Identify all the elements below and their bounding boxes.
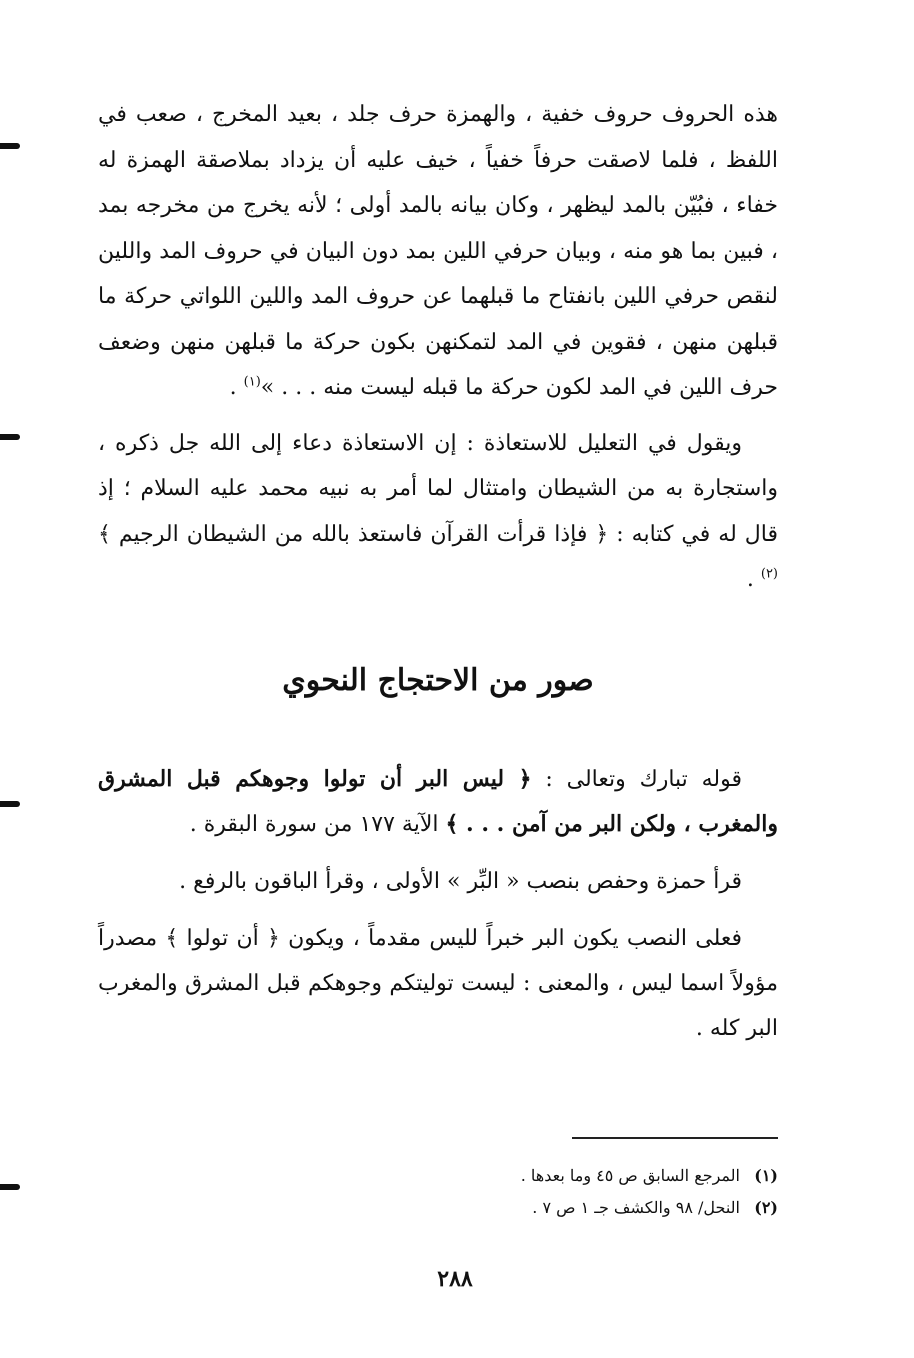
page-body [98, 92, 778, 1051]
paragraph-2-end: . [746, 567, 761, 592]
section-2 [98, 757, 778, 1051]
footnote-ref-2: (٢) [760, 566, 778, 582]
paragraph-1-end: . [229, 375, 244, 400]
paragraph-2 [98, 421, 778, 603]
footnote-text: المرجع السابق ص ٤٥ وما بعدها . [520, 1166, 740, 1185]
edge-mark [0, 434, 20, 440]
footnote-text: النحل/ ٩٨ والكشف جـ ١ ص ٧ . [532, 1198, 740, 1217]
section-heading: صور من الاحتجاج النحوي [282, 662, 594, 698]
edge-mark [0, 143, 20, 149]
explanation-text-end: مصدراً مؤولاً اسما ليس ، والمعنى : ليست توليتكم وجوهكم قبل المشرق والمغرب البر كله . [98, 925, 778, 1041]
quran-quote: ﴿ أن تولوا ﴾ [165, 925, 280, 951]
explanation-text: فعلى النصب يكون البر خبراً لليس مقدماً ، ويكون [279, 925, 743, 951]
reading-paragraph: قرأ حمزة وحفص بنصب « البِّر » الأولى ، وقرأ الباقون بالرفع . [179, 868, 742, 894]
paragraph-1-text: هذه الحروف حروف خفية ، والهمزة حرف جلد ، بعيد المخرج ، صعب في اللفظ ، فلما لاصقت حرفاً خفياً ، خيف عليه أن يزداد بملاصقة الهمزة له خفاء ، فبُيّن بالمد ليظهر ، وكان بيانه بالمد أولى ؛ لأنه يخرج من مخرجه بمد ، فبين بما هو منه ، وبيان حرفي اللين بمد دون البيان في حروف المد واللين لنقص حرفي اللين بانفتاح ما قبلهما عن حروف المد واللين اللواتي حركة ما قبلهن منهن ، فقوين في المد لتمكنهن بكون حركة ما قبلهن منهن وضعف حرف اللين في المد لكون حركة ما قبله ليست منه . . . » [98, 102, 778, 400]
footnote-divider [572, 1137, 778, 1139]
paragraph-2-text: ويقول في التعليل للاستعاذة : إن الاستعاذة دعاء إلى الله جل ذكره ، واستجارة به من الشيطان وامتثال لما أمر به نبيه محمد عليه السلام ؛ إذ قال له في كتابه : [98, 430, 779, 547]
footnote-ref-1: (١) [243, 374, 261, 390]
paragraph-1 [98, 92, 778, 411]
footnotes [300, 1160, 778, 1224]
quran-quote: ﴿ فإذا قرأت القرآن فاستعذ بالله من الشيطان الرجيم ﴾ [98, 521, 609, 547]
footnote-1 [300, 1160, 778, 1192]
edge-mark [0, 801, 20, 807]
explanation-paragraph [98, 916, 778, 1051]
verse-reference: الآية ١٧٧ من سورة البقرة . [189, 811, 446, 837]
footnote-2 [300, 1192, 778, 1224]
footnote-number: (١) [754, 1166, 778, 1185]
page-number: ٢٨٨ [437, 1266, 473, 1292]
footnote-number: (٢) [754, 1198, 778, 1217]
quran-quote: ﴿ ليس البر أن تولوا وجوهكم قبل المشرق والمغرب ، ولكن البر من آمن . . . ﴾ [98, 765, 778, 837]
verse-paragraph [98, 757, 778, 847]
edge-mark [0, 1184, 20, 1190]
verse-intro: قوله تبارك وتعالى : [531, 766, 743, 792]
